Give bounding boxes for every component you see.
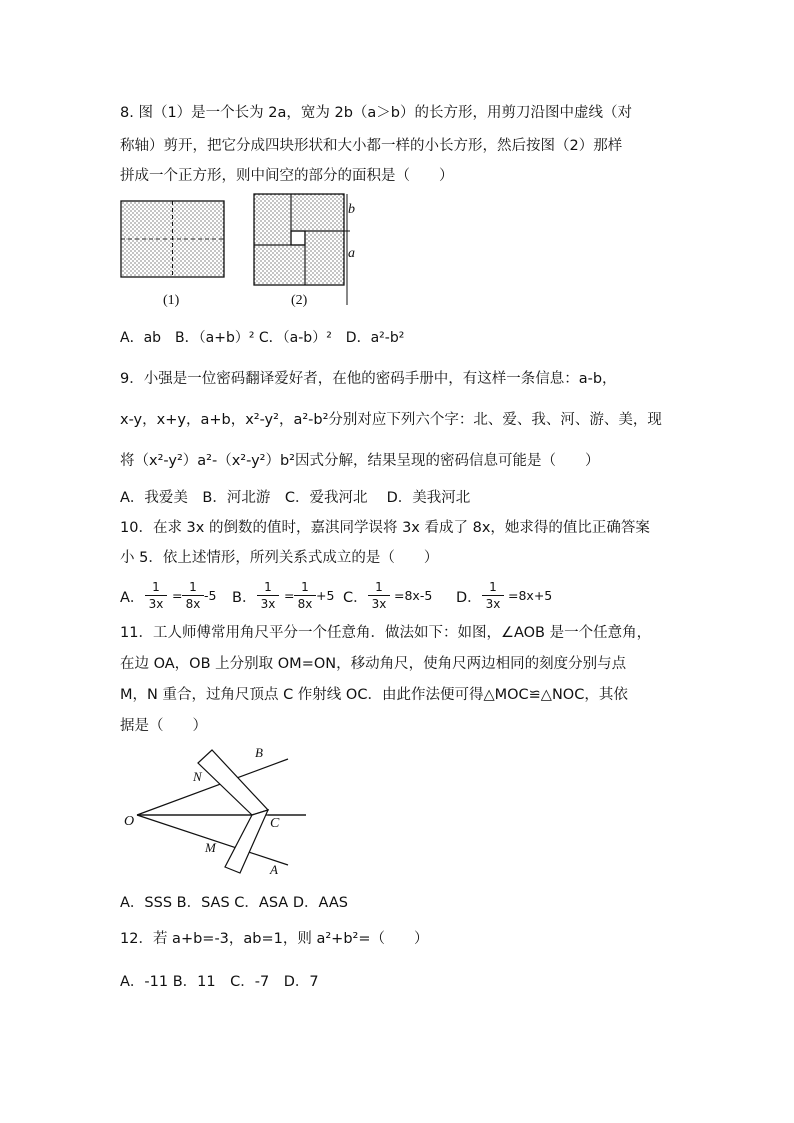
- q10-option-c-label: C．: [343, 590, 368, 606]
- q9-line2: x-y，x+y，a+b，x²-y²，a²-b²分别对应下列六个字：北、爱、我、河、游、美，现: [120, 412, 662, 428]
- fig2-caption: (2): [291, 293, 308, 308]
- q10-option-a-label: A．: [120, 590, 145, 606]
- q10-option-d-label: D．: [456, 590, 482, 606]
- q10-c-rhs: =8x-5: [394, 588, 433, 603]
- q10-a-minus5: -5: [204, 588, 217, 603]
- q10-b-frac2: 1 8x: [294, 580, 316, 611]
- q10-line2: 小 5．依上述情形，所列关系式成立的是（ ）: [120, 550, 439, 566]
- label-N: N: [193, 769, 202, 784]
- label-O: O: [124, 814, 135, 829]
- q9-line3: 将（x²-y²）a²-（x²-y²）b²因式分解，结果呈现的密码信息可能是（ ）: [120, 453, 600, 469]
- q8-line3: 拼成一个正方形，则中间空的部分的面积是（ ）: [120, 168, 454, 184]
- q11-line4: 据是（ ）: [120, 718, 207, 734]
- q9-line1: 9．小强是一位密码翻译爱好者，在他的密码手册中，有这样一条信息：a-b，: [120, 371, 617, 387]
- q10-d-frac: 1 3x: [482, 580, 504, 611]
- fig2-label-a: a: [348, 246, 355, 261]
- label-B: B: [255, 745, 263, 760]
- q10-b-frac1: 1 3x: [257, 580, 279, 611]
- fig1-caption: (1): [163, 293, 180, 308]
- q8-options: A．ab B．（a+b）² C．（a-b）² D．a²-b²: [120, 330, 405, 346]
- q10-b-plus5: +5: [316, 588, 335, 603]
- square-lower-arm: [225, 810, 268, 873]
- q10-a-eq: =: [172, 588, 183, 603]
- q12-options: A．-11 B．11 C．-7 D．7: [120, 974, 319, 990]
- q10-b-eq: =: [284, 588, 295, 603]
- q10-option-b-label: B．: [232, 590, 257, 606]
- q11-line1: 11．工人师傅常用角尺平分一个任意角．做法如下：如图，∠AOB 是一个任意角，: [120, 625, 652, 641]
- q8-line1: 8. 图（1）是一个长为 2a，宽为 2b（a＞b）的长方形，用剪刀沿图中虚线（对: [120, 105, 633, 121]
- q10-a-frac1: 1 3x: [145, 580, 167, 611]
- q11-line3: M，N 重合，过角尺顶点 C 作射线 OC．由此作法便可得△MOC≌△NOC，其依: [120, 687, 628, 703]
- q11-options: A．SSS B．SAS C．ASA D．AAS: [120, 895, 348, 911]
- q11-line2: 在边 OA，OB 上分别取 OM=ON，移动角尺，使角尺两边相同的刻度分别与点: [120, 656, 627, 672]
- q9-options: A．我爱美 B．河北游 C．爱我河北 D．美我河北: [120, 490, 471, 506]
- q10-a-frac2: 1 8x: [182, 580, 204, 611]
- q10-d-rhs: =8x+5: [508, 588, 553, 603]
- fig2-label-b: b: [348, 202, 355, 217]
- label-M: M: [205, 840, 216, 855]
- q10-line1: 10．在求 3x 的倒数的值时，嘉淇同学误将 3x 看成了 8x，她求得的值比正确答案: [120, 520, 650, 536]
- label-C: C: [270, 816, 280, 831]
- q10-c-frac: 1 3x: [368, 580, 390, 611]
- q12-line1: 12．若 a+b=-3，ab=1，则 a²+b²=（ ）: [120, 931, 429, 947]
- label-A: A: [270, 862, 278, 877]
- q8-line2: 称轴）剪开，把它分成四块形状和大小都一样的小长方形，然后按图（2）那样: [120, 138, 623, 154]
